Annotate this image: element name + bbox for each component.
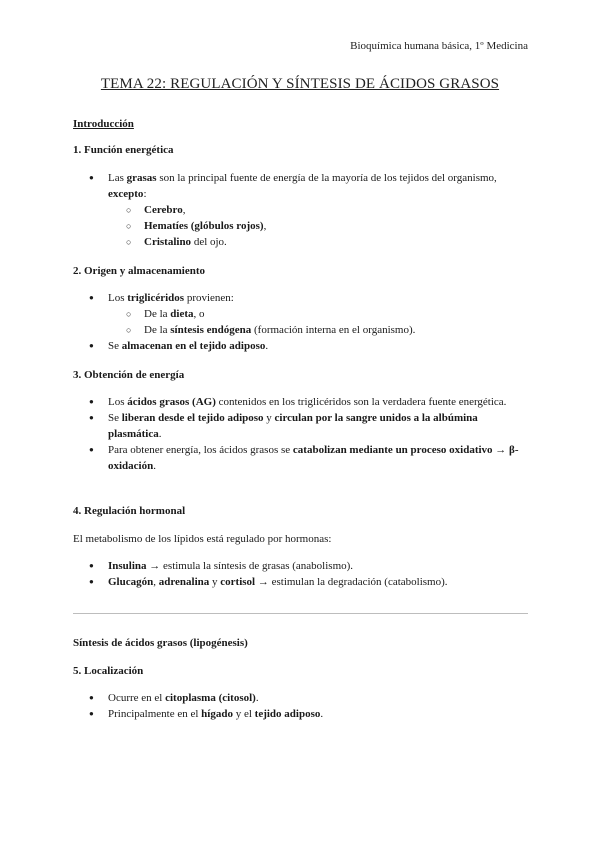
list-item: ● Ocurre en el citoplasma (citosol). <box>73 690 528 706</box>
list-item: ○ Cristalino del ojo. <box>73 234 528 250</box>
list-item: ○ De la síntesis endógena (formación interna en el organismo). <box>73 322 528 338</box>
section-4-paragraph: El metabolismo de los lípidos está regulado por hormonas: <box>73 533 332 545</box>
list-item: ● Los ácidos grasos (AG) contenidos en los triglicéridos son la verdadera fuente energética. <box>73 394 528 410</box>
section-2-heading: 2. Origen y almacenamiento <box>73 265 205 277</box>
list-item: ● Se almacenan en el tejido adiposo. <box>73 338 528 354</box>
section-5-list <box>73 690 528 722</box>
section-3-heading: 3. Obtención de energía <box>73 369 185 381</box>
page-title: TEMA 22: REGULACIÓN Y SÍNTESIS DE ÁCIDOS GRASOS <box>100 76 500 92</box>
intro-heading <box>73 116 528 132</box>
section-2-list <box>73 290 528 354</box>
section-1-list <box>73 170 528 250</box>
list-item: ● Principalmente en el hígado y el tejido adiposo. <box>73 706 528 722</box>
page-header: Bioquímica humana básica, 1º Medicina <box>350 40 528 52</box>
list-item: ● Las grasas son la principal fuente de energía de la mayoría de los tejidos del organismo, excepto: <box>73 170 528 202</box>
list-item: ● Para obtener energía, los ácidos grasos se catabolizan mediante un proceso oxidativo → β-oxidación. <box>73 442 528 474</box>
section-3-list <box>73 394 528 474</box>
section-5-heading: 5. Localización <box>73 665 144 677</box>
section2-heading: Síntesis de ácidos grasos (lipogénesis) <box>73 637 248 649</box>
section-1-heading: 1. Función energética <box>73 144 174 156</box>
list-item: ○ Cerebro, <box>73 202 528 218</box>
list-item: ○ Hematíes (glóbulos rojos), <box>73 218 528 234</box>
intro-heading-text: Introducción <box>73 118 134 130</box>
list-item: ● Los triglicéridos provienen: <box>73 290 528 306</box>
section-divider <box>73 613 528 614</box>
section-4-list <box>73 558 528 590</box>
list-item: ● Insulina → estimula la síntesis de grasas (anabolismo). <box>73 558 528 574</box>
section-4-heading: 4. Regulación hormonal <box>73 505 186 517</box>
list-item: ○ De la dieta, o <box>73 306 528 322</box>
list-item: ● Glucagón, adrenalina y cortisol → estimulan la degradación (catabolismo). <box>73 574 528 590</box>
list-item: ● Se liberan desde el tejido adiposo y circulan por la sangre unidos a la albúmina plasmática. <box>73 410 528 442</box>
